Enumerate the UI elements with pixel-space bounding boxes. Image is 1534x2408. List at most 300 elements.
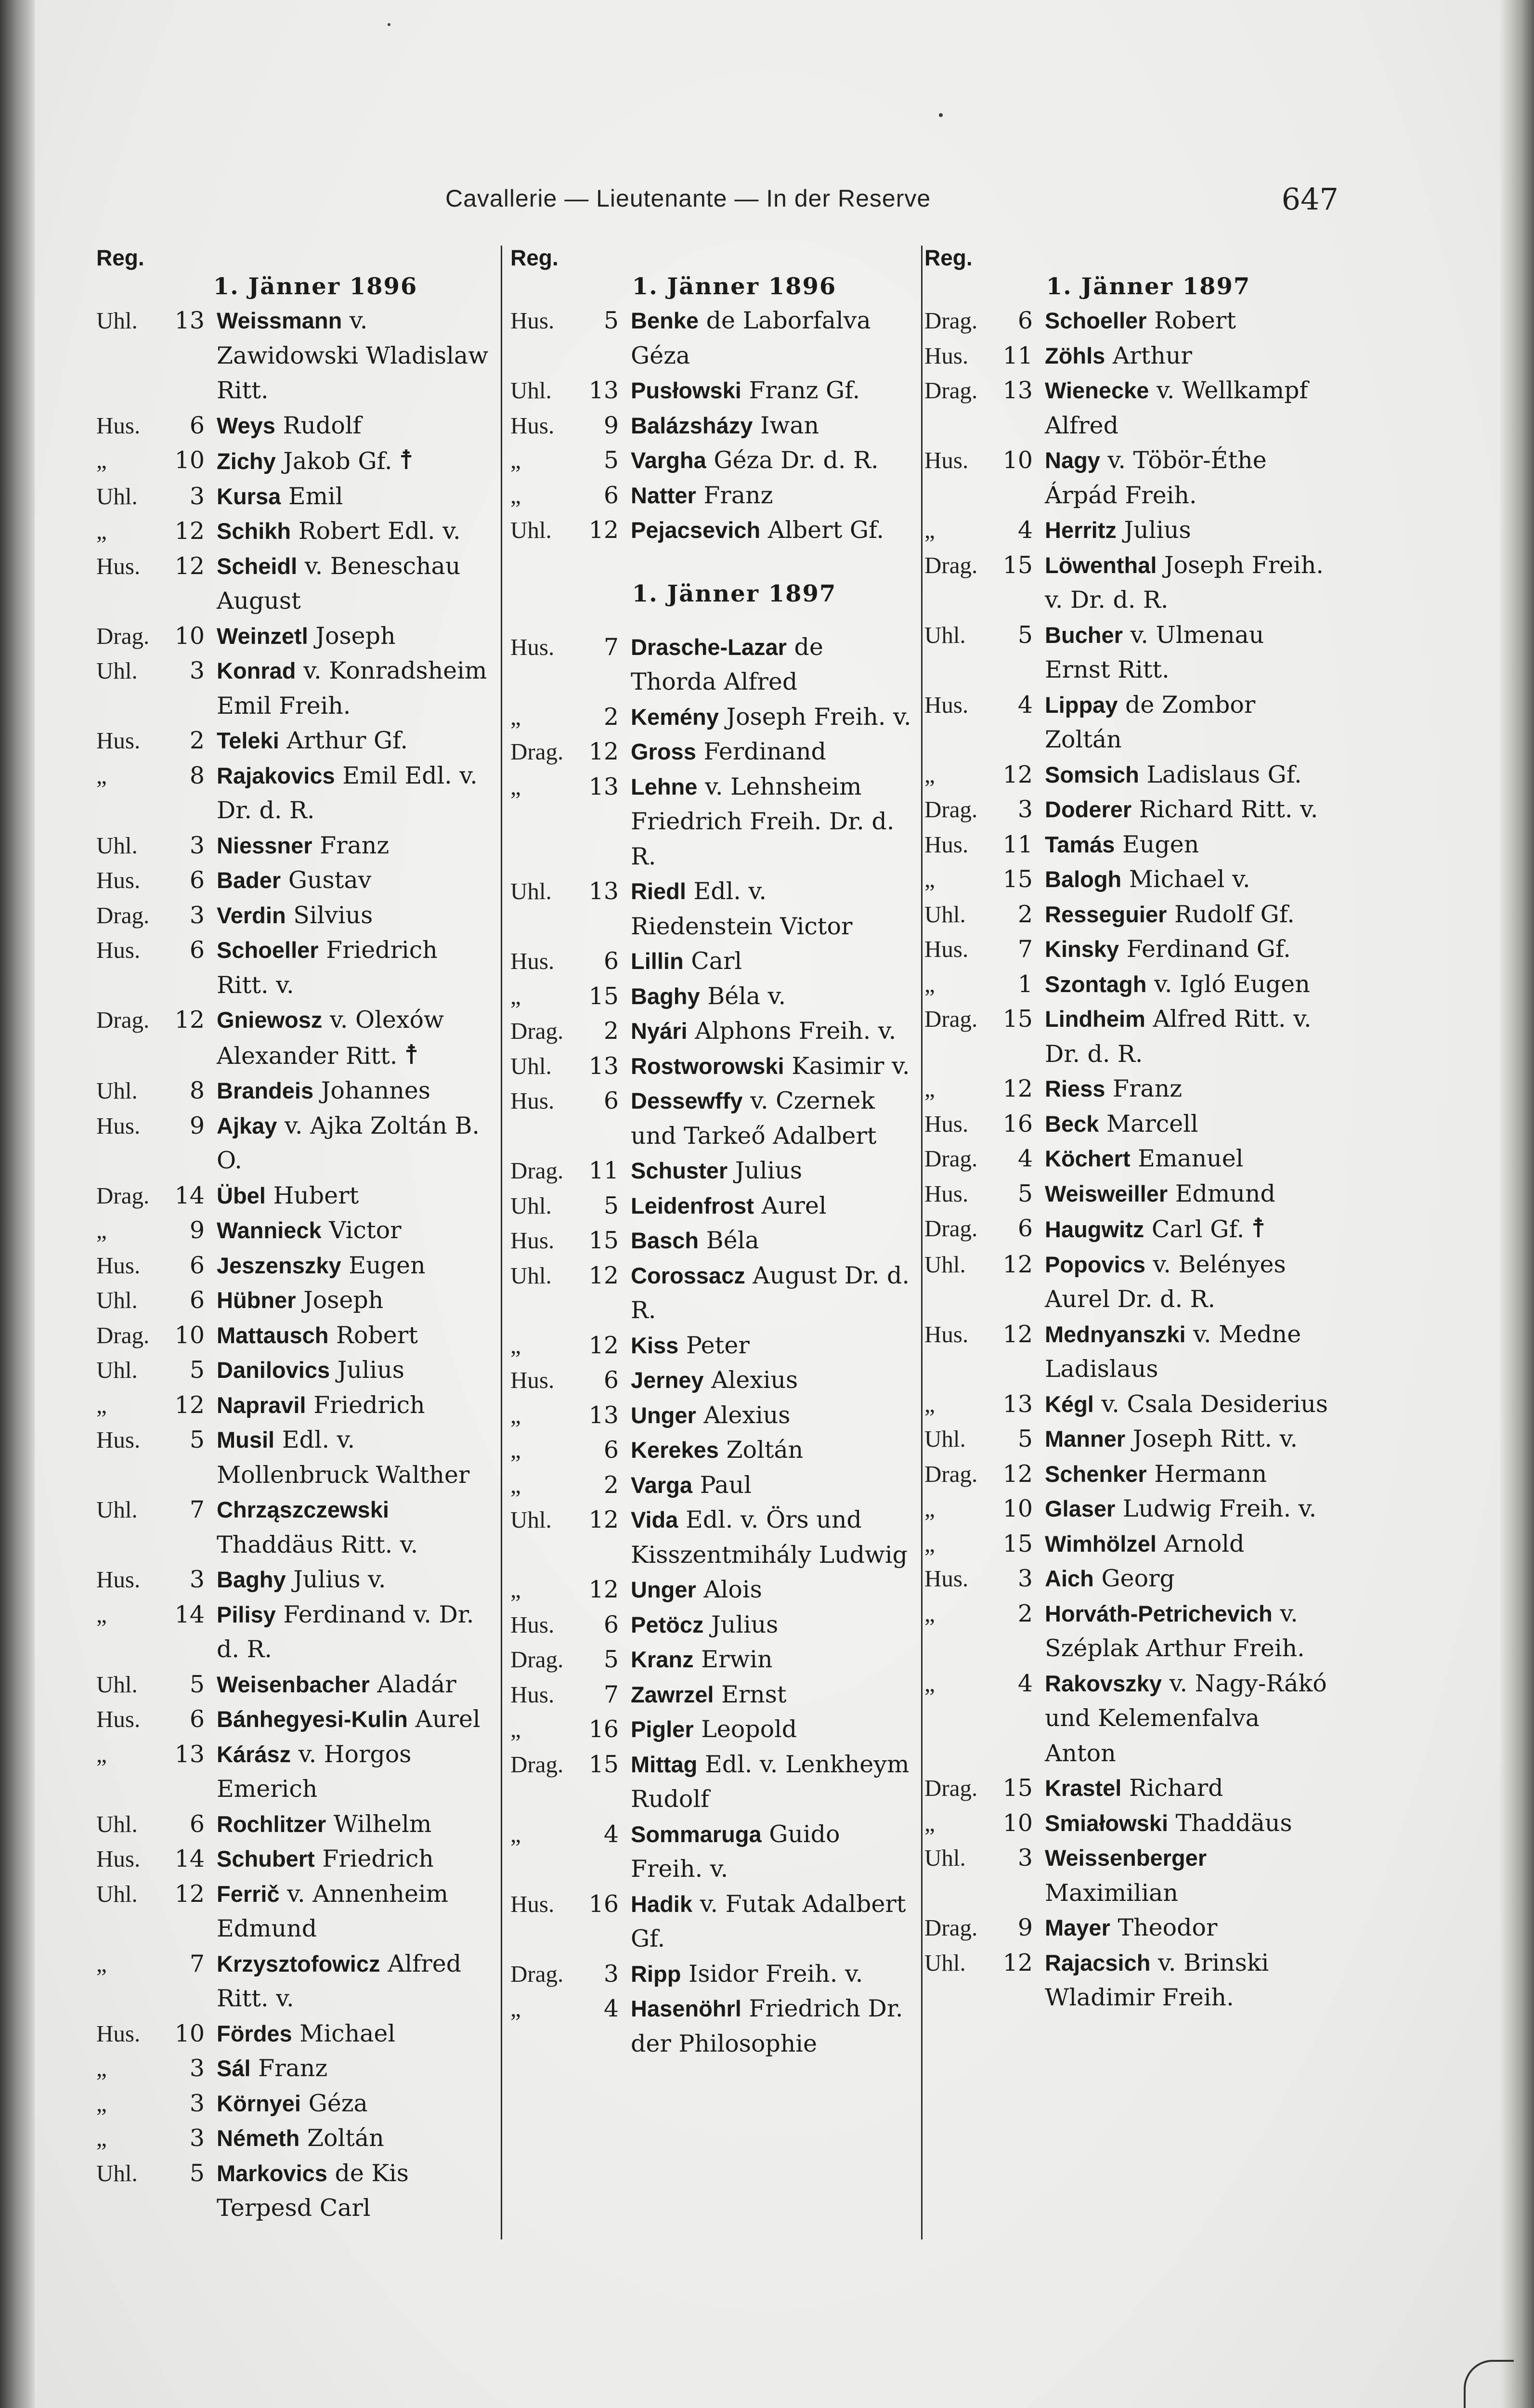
roster-entry <box>96 898 491 933</box>
given-names-titles: Ernst <box>721 1680 787 1708</box>
officer-name <box>631 373 915 408</box>
officer-name <box>631 1223 915 1258</box>
officer-name <box>631 443 915 478</box>
regiment-branch: „ <box>924 1075 935 1102</box>
surname: Rajakovics <box>217 762 335 788</box>
regiment-branch: „ <box>924 1495 935 1522</box>
regiment-number: 6 <box>189 866 205 894</box>
regiment-number: 6 <box>603 1610 619 1638</box>
surname: Lillin <box>631 948 684 974</box>
roster-entry <box>924 1177 1329 1212</box>
regiment-branch: Drag. <box>510 1646 564 1673</box>
roster-entry <box>96 759 491 828</box>
regiment-number: 6 <box>603 1366 619 1394</box>
given-names-titles: Ferdinand <box>703 738 826 765</box>
given-names-titles: v. Wellkampf Alfred <box>1045 377 1308 439</box>
roster-entry <box>96 1807 491 1842</box>
roster-entry <box>510 303 915 373</box>
surname: Riedl <box>631 878 686 904</box>
roster-entry <box>96 1318 491 1353</box>
officer-name <box>217 443 491 479</box>
regiment-branch: „ <box>510 1820 521 1847</box>
surname: Kinsky <box>1045 936 1119 962</box>
regiment-number: 6 <box>603 481 619 509</box>
officer-name <box>631 1887 915 1957</box>
given-names-titles: v. Ajka Zoltán B. O. <box>217 1112 480 1174</box>
roster-entry <box>510 1677 915 1713</box>
roster-entry <box>96 303 491 408</box>
surname: Wimhölzel <box>1045 1531 1157 1557</box>
given-names-titles: Alexius <box>703 1401 791 1429</box>
given-names-titles: Julius <box>337 1356 404 1384</box>
officer-name <box>631 478 915 513</box>
regiment-number: 6 <box>189 1286 205 1314</box>
regiment-branch: „ <box>510 773 521 800</box>
given-names-titles: Friedrich <box>322 1845 434 1872</box>
surname: Weisweiller <box>1045 1180 1168 1206</box>
given-names-titles: Ferdinand Gf. <box>1126 935 1291 963</box>
regiment-number: 14 <box>174 1181 205 1209</box>
regiment-branch: Drag. <box>510 738 564 765</box>
roster-entry <box>96 1492 491 1562</box>
surname: Beck <box>1045 1111 1099 1137</box>
given-names-titles: Marcell <box>1106 1110 1198 1138</box>
surname: Weisenbacher <box>217 1671 370 1697</box>
regiment-number: 7 <box>189 1496 205 1523</box>
regiment-branch: „ <box>510 1576 521 1603</box>
given-names-titles: v. Brinski Wladimir Freih. <box>1045 1949 1269 2011</box>
surname: Brandeis <box>217 1078 314 1103</box>
officer-name <box>217 2156 491 2226</box>
surname: Hasenöhrl <box>631 1996 741 2021</box>
regiment-branch: Hus. <box>96 867 141 893</box>
roster-entry <box>510 630 915 700</box>
regiment-branch: Uhl. <box>96 307 138 334</box>
surname: Gniewosz <box>217 1007 323 1033</box>
roster-entry <box>96 2086 491 2121</box>
surname: Benke <box>631 308 699 333</box>
regiment-branch: „ <box>924 761 935 788</box>
surname: Pusłowski <box>631 378 741 403</box>
roster-entry <box>96 863 491 898</box>
regiment-number: 6 <box>603 947 619 975</box>
roster-entry <box>924 1387 1329 1422</box>
given-names-titles: Peter <box>686 1331 750 1359</box>
regiment-branch: „ <box>96 447 107 473</box>
regiment-branch: Hus. <box>510 412 555 439</box>
officer-name <box>631 700 915 735</box>
surname: Unger <box>631 1402 696 1428</box>
surname: Danilovics <box>217 1357 330 1383</box>
roster-entry <box>96 1947 491 2016</box>
given-names-titles: Michael v. <box>1129 865 1250 893</box>
regiment-number: 2 <box>1017 1599 1033 1627</box>
regiment-number: 15 <box>588 1227 619 1254</box>
roster-entry <box>924 1666 1329 1771</box>
officer-name <box>1045 1387 1329 1422</box>
roster-entry <box>924 792 1329 827</box>
date-heading: 1. Jänner 1897 <box>632 580 837 607</box>
regiment-number: 6 <box>603 1436 619 1464</box>
roster-entry <box>96 1003 491 1073</box>
regiment-number: 1 <box>1017 970 1033 998</box>
regiment-branch: Hus. <box>96 1566 141 1593</box>
surname: Weinzetl <box>217 623 308 649</box>
given-names-titles: v. Belényes Aurel Dr. d. R. <box>1045 1250 1286 1313</box>
officer-name <box>1045 688 1329 758</box>
regiment-number: 5 <box>603 446 619 474</box>
roster-entry <box>924 1072 1329 1107</box>
given-names-titles: Johannes <box>321 1077 430 1104</box>
given-names-titles: Wilhelm <box>333 1810 432 1838</box>
surname: Weissmann <box>217 308 342 333</box>
surname: Leidenfrost <box>631 1192 754 1218</box>
surname: Chrząszczewski <box>217 1497 389 1522</box>
roster-entry <box>510 1398 915 1433</box>
given-names-titles: Isidor Freih. v. <box>689 1960 863 1988</box>
regiment-branch: Uhl. <box>510 1192 552 1219</box>
officer-name <box>1045 758 1329 793</box>
regiment-number: 15 <box>1002 1530 1033 1557</box>
regiment-branch: „ <box>510 447 521 473</box>
roster-entry <box>924 443 1329 513</box>
given-names-titles: Theodor <box>1118 1914 1218 1941</box>
roster-entry <box>96 1073 491 1109</box>
officer-name <box>217 514 491 549</box>
officer-name <box>1045 1211 1329 1247</box>
regiment-number: 14 <box>174 1600 205 1628</box>
regiment-number: 6 <box>189 1810 205 1838</box>
regiment-number: 10 <box>174 1321 205 1349</box>
regiment-number: 12 <box>588 516 619 544</box>
surname: Verdin <box>217 902 286 928</box>
roster-entry <box>924 1561 1329 1597</box>
surname: Basch <box>631 1228 699 1253</box>
regiment-branch: Uhl. <box>96 1810 138 1837</box>
surname: Musil <box>217 1427 275 1453</box>
roster-entry <box>510 1572 915 1608</box>
roster-entry <box>96 2121 491 2156</box>
officer-name <box>631 979 915 1014</box>
given-names-titles: v. Futak Adalbert Gf. <box>631 1890 906 1952</box>
given-names-titles: Guido Freih. v. <box>631 1820 840 1883</box>
regiment-branch: Hus. <box>510 1681 555 1708</box>
given-names-titles: Paul <box>700 1471 752 1499</box>
officer-name <box>1045 1597 1329 1666</box>
officer-name <box>1045 1247 1329 1317</box>
officer-name <box>1045 1177 1329 1212</box>
regiment-branch: „ <box>510 703 521 730</box>
surname: Baghy <box>217 1567 286 1592</box>
regiment-branch: Uhl. <box>96 1287 138 1313</box>
officer-name <box>631 513 915 548</box>
regiment-branch: Drag. <box>96 902 150 929</box>
officer-name <box>631 1747 915 1817</box>
roster-entry <box>96 1283 491 1318</box>
surname: Lehne <box>631 773 698 799</box>
roster-entry <box>924 967 1329 1002</box>
roster-entry <box>510 1608 915 1643</box>
given-names-titles: Franz <box>703 481 773 509</box>
reg-column-label: Reg. <box>924 245 973 270</box>
surname: Resseguier <box>1045 901 1167 927</box>
regiment-branch: Hus. <box>96 1252 141 1279</box>
surname: Fördes <box>217 2020 292 2046</box>
officer-name <box>1045 932 1329 967</box>
given-names-titles: Jakob Gf. <box>283 447 392 475</box>
given-names-titles: Georg <box>1101 1565 1175 1592</box>
officer-name <box>217 654 491 723</box>
roster-entry <box>96 1737 491 1807</box>
roster-entry <box>924 688 1329 758</box>
officer-name <box>631 1189 915 1224</box>
regiment-branch: „ <box>510 1471 521 1498</box>
officer-name <box>631 1363 915 1398</box>
roster-entry <box>924 1492 1329 1527</box>
given-names-titles: v. Széplak Arthur Freih. <box>1045 1599 1305 1662</box>
regiment-branch: Hus. <box>924 1321 969 1348</box>
roster-entry <box>96 1423 491 1492</box>
scan-edge-left <box>0 0 35 2408</box>
regiment-number: 3 <box>189 657 205 684</box>
roster-entry <box>924 1107 1329 1142</box>
regiment-number: 12 <box>174 1880 205 1908</box>
officer-name <box>631 1572 915 1608</box>
given-names-titles: Franz <box>320 831 390 859</box>
officer-name <box>631 1642 915 1677</box>
officer-name <box>217 549 491 619</box>
given-names-titles: Joseph Freih. v. <box>726 703 911 731</box>
roster-entry <box>510 513 915 548</box>
surname: Smiałowski <box>1045 1810 1168 1836</box>
roster-entry <box>96 549 491 619</box>
roster-entry <box>924 932 1329 967</box>
date-heading: 1. Jänner 1896 <box>213 273 418 300</box>
regiment-number: 8 <box>189 761 205 789</box>
roster-entry <box>510 1363 915 1398</box>
surname: Gross <box>631 739 696 764</box>
roster-entry <box>510 1957 915 1992</box>
given-names-titles: Ludwig Freih. v. <box>1122 1495 1317 1522</box>
roster-entry <box>924 897 1329 932</box>
officer-name <box>217 1073 491 1109</box>
regiment-number: 10 <box>174 446 205 474</box>
surname: Pigler <box>631 1716 694 1742</box>
officer-name <box>631 408 915 444</box>
regiment-number: 2 <box>603 1017 619 1045</box>
surname: Varga <box>631 1472 693 1498</box>
scan-edge-right <box>1500 0 1534 2408</box>
regiment-branch: Drag. <box>924 1460 978 1487</box>
roster-entry <box>510 1084 915 1153</box>
regiment-branch: „ <box>96 2090 107 2117</box>
roster-column-2 <box>510 246 915 2268</box>
regiment-branch: Hus. <box>96 727 141 754</box>
officer-name <box>217 1423 491 1492</box>
officer-name <box>217 863 491 898</box>
roster-entry <box>924 827 1329 863</box>
regiment-branch: Drag. <box>924 1775 978 1801</box>
officer-name <box>217 1492 491 1562</box>
regiment-number: 12 <box>174 552 205 580</box>
regiment-branch: „ <box>96 1601 107 1628</box>
officer-name <box>217 1283 491 1318</box>
surname: Kranz <box>631 1647 694 1672</box>
given-names-titles: Friedrich Dr. der Philosophie <box>631 1995 903 2057</box>
officer-name <box>1045 1002 1329 1072</box>
roster-entry <box>96 1597 491 1667</box>
regiment-branch: Hus. <box>924 342 969 369</box>
surname: Glaser <box>1045 1496 1116 1521</box>
regiment-number: 15 <box>588 1750 619 1778</box>
regiment-branch: „ <box>924 517 935 543</box>
surname: Napravil <box>217 1392 306 1418</box>
given-names-titles: Iwan <box>760 411 819 439</box>
surname: Haugwitz <box>1045 1217 1144 1242</box>
roster-entry <box>924 1946 1329 2015</box>
cross-icon: ☨ <box>404 1039 419 1071</box>
reg-column-label: Reg. <box>96 245 144 270</box>
regiment-branch: Hus. <box>510 1367 555 1393</box>
regiment-branch: „ <box>510 1995 521 2022</box>
roster-entry <box>924 1247 1329 1317</box>
given-names-titles: Arthur <box>1112 341 1192 369</box>
regiment-number: 6 <box>189 1251 205 1279</box>
roster-entry <box>924 1317 1329 1387</box>
regiment-branch: Hus. <box>510 1611 555 1638</box>
officer-name <box>631 874 915 944</box>
regiment-number: 12 <box>588 1261 619 1289</box>
regiment-branch: Hus. <box>924 936 969 962</box>
officer-name <box>631 1014 915 1049</box>
officer-name <box>631 734 915 770</box>
roster-entry <box>510 1433 915 1468</box>
roster-entry <box>96 1667 491 1702</box>
surname: Zichy <box>217 448 276 474</box>
regiment-number: 12 <box>174 517 205 545</box>
officer-name <box>1045 827 1329 863</box>
officer-name <box>217 1562 491 1597</box>
regiment-number: 5 <box>1017 1179 1033 1207</box>
given-names-titles: v. Zawidowski Wladislaw Ritt. <box>217 307 489 404</box>
roster-entry <box>924 548 1329 618</box>
regiment-branch: Hus. <box>924 1565 969 1592</box>
regiment-branch: Uhl. <box>96 483 138 510</box>
regiment-branch: Drag. <box>924 1215 978 1242</box>
officer-name <box>631 1084 915 1153</box>
regiment-number: 3 <box>603 1960 619 1988</box>
surname: Rajacsich <box>1045 1950 1151 1976</box>
given-names-titles: Julius <box>711 1610 779 1638</box>
regiment-number: 12 <box>1002 1949 1033 1976</box>
roster-entry <box>924 1771 1329 1806</box>
given-names-titles: Edmund <box>1175 1179 1275 1207</box>
regiment-number: 3 <box>1017 1565 1033 1592</box>
regiment-number: 2 <box>603 703 619 731</box>
given-names-titles: Thaddäus Ritt. v. <box>217 1531 418 1558</box>
given-names-titles: v. Olexów Alexander Ritt. <box>217 1006 444 1070</box>
regiment-number: 13 <box>588 1052 619 1080</box>
roster-entry <box>510 373 915 408</box>
officer-name <box>1045 1911 1329 1946</box>
surname: Mayer <box>1045 1915 1110 1940</box>
surname: Dessewffy <box>631 1088 743 1113</box>
officer-name <box>1045 1771 1329 1806</box>
officer-name <box>1045 897 1329 932</box>
regiment-branch: Hus. <box>96 937 141 963</box>
given-names-titles: Edl. v. Lenkheym Rudolf <box>631 1750 910 1813</box>
regiment-branch: Uhl. <box>96 2159 138 2186</box>
regiment-number: 5 <box>1017 1425 1033 1453</box>
roster-entry <box>924 1002 1329 1072</box>
officer-name <box>631 944 915 979</box>
surname: Sommaruga <box>631 1821 762 1847</box>
roster-entry <box>924 618 1329 688</box>
given-names-titles: Michael <box>299 2019 396 2047</box>
given-names-titles: Joseph <box>315 622 396 650</box>
officer-name <box>1045 1072 1329 1107</box>
officer-name <box>217 479 491 514</box>
given-names-titles: Franz <box>258 2055 328 2082</box>
regiment-branch: Hus. <box>924 691 969 718</box>
roster-entry <box>924 1141 1329 1177</box>
regiment-branch: Uhl. <box>510 1052 552 1079</box>
regiment-number: 5 <box>1017 621 1033 649</box>
officer-name <box>217 1947 491 2016</box>
regiment-branch: „ <box>96 2055 107 2081</box>
regiment-branch: Hus. <box>510 307 555 334</box>
given-names-titles: v. Konradsheim Emil Freih. <box>217 657 487 720</box>
regiment-branch: Uhl. <box>96 1077 138 1104</box>
regiment-branch: „ <box>96 1741 107 1767</box>
surname: Weissenberger <box>1045 1845 1207 1871</box>
officer-name <box>1045 862 1329 897</box>
regiment-branch: „ <box>96 1950 107 1977</box>
regiment-branch: Drag. <box>510 1960 564 1987</box>
given-names-titles: Rudolf <box>283 411 362 439</box>
regiment-number: 12 <box>174 1006 205 1034</box>
given-names-titles: Géza <box>308 2089 368 2117</box>
given-names-titles: Thaddäus <box>1175 1809 1292 1837</box>
regiment-number: 15 <box>1002 1774 1033 1802</box>
surname: Niessner <box>217 832 312 858</box>
surname: Übel <box>217 1182 266 1208</box>
roster-entry <box>96 2051 491 2086</box>
regiment-number: 5 <box>603 1191 619 1219</box>
given-names-titles: Béla <box>706 1227 759 1254</box>
given-names-titles: Aurel <box>415 1705 481 1733</box>
given-names-titles: Julius <box>1124 516 1191 544</box>
officer-name <box>217 1597 491 1667</box>
regiment-number: 6 <box>189 936 205 964</box>
surname: Szontagh <box>1045 971 1147 997</box>
surname: Schikh <box>217 518 291 544</box>
officer-name <box>1045 1806 1329 1841</box>
given-names-titles: de Laborfalva Géza <box>631 307 871 369</box>
officer-name <box>1045 1141 1329 1177</box>
surname: Zawrzel <box>631 1681 714 1707</box>
regiment-number: 12 <box>1002 1075 1033 1102</box>
given-names-titles: v. Igló Eugen <box>1154 970 1310 998</box>
surname: Kárász <box>217 1741 291 1767</box>
surname: Kemény <box>631 704 719 730</box>
surname: Kiss <box>631 1332 679 1358</box>
surname: Schubert <box>217 1846 315 1871</box>
regiment-number: 12 <box>1002 1460 1033 1488</box>
regiment-branch: Hus. <box>96 1706 141 1732</box>
officer-name <box>1045 1492 1329 1527</box>
surname: Krzysztofowicz <box>217 1950 380 1976</box>
